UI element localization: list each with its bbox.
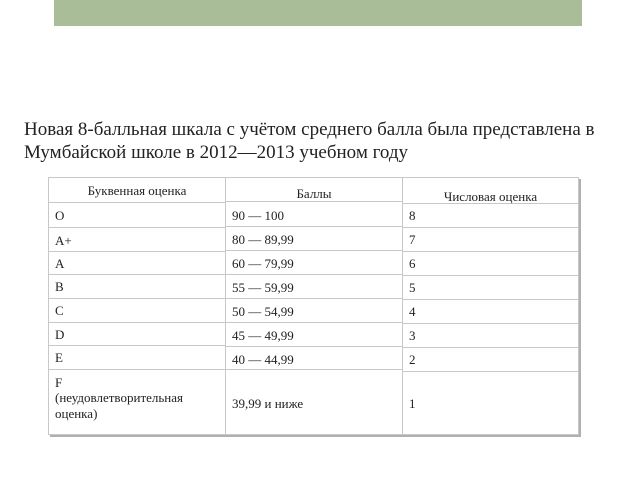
table-row: 60 — 79,99 — [226, 251, 402, 275]
table-row: 80 — 89,99 — [226, 227, 402, 251]
table-row: 3 — [403, 324, 578, 348]
table-row: 6 — [403, 252, 578, 276]
header-numeric: Числовая оценка — [403, 178, 578, 204]
table-row: 4 — [403, 300, 578, 324]
table-row: 5 — [403, 276, 578, 300]
table-row: 90 — 100 — [226, 202, 402, 227]
header-points: Баллы — [226, 178, 402, 202]
table-row: 1 — [409, 396, 416, 411]
letter-column — [49, 178, 226, 434]
top-accent-bar — [54, 0, 582, 26]
table-row: F (неудовлетворительная оценка) — [55, 375, 184, 421]
table-row: 40 — 44,99 — [226, 347, 402, 370]
slide-title: Новая 8-балльная шкала с учётом среднего балла была представлена в Мумбайской школе в 2012—2013 учебном году — [24, 119, 595, 163]
table-row: E — [49, 346, 225, 370]
table-row: D — [49, 323, 225, 346]
table-row: A+ — [49, 228, 225, 252]
table-row: B — [49, 275, 225, 299]
table-row: O — [49, 203, 225, 228]
header-letter: Буквенная оценка — [49, 178, 225, 203]
numeric-column — [403, 178, 578, 434]
points-column — [226, 178, 403, 434]
table-row: 8 — [403, 204, 578, 228]
table-row: 39,99 и ниже — [232, 396, 304, 411]
table-row: 55 — 59,99 — [226, 275, 402, 299]
table-row: 7 — [403, 228, 578, 252]
table-row: 45 — 49,99 — [226, 323, 402, 347]
table-row: 50 — 54,99 — [226, 299, 402, 323]
grade-table — [48, 177, 579, 435]
table-row: A — [49, 252, 225, 275]
table-row: C — [49, 299, 225, 323]
table-row: 2 — [403, 348, 578, 372]
